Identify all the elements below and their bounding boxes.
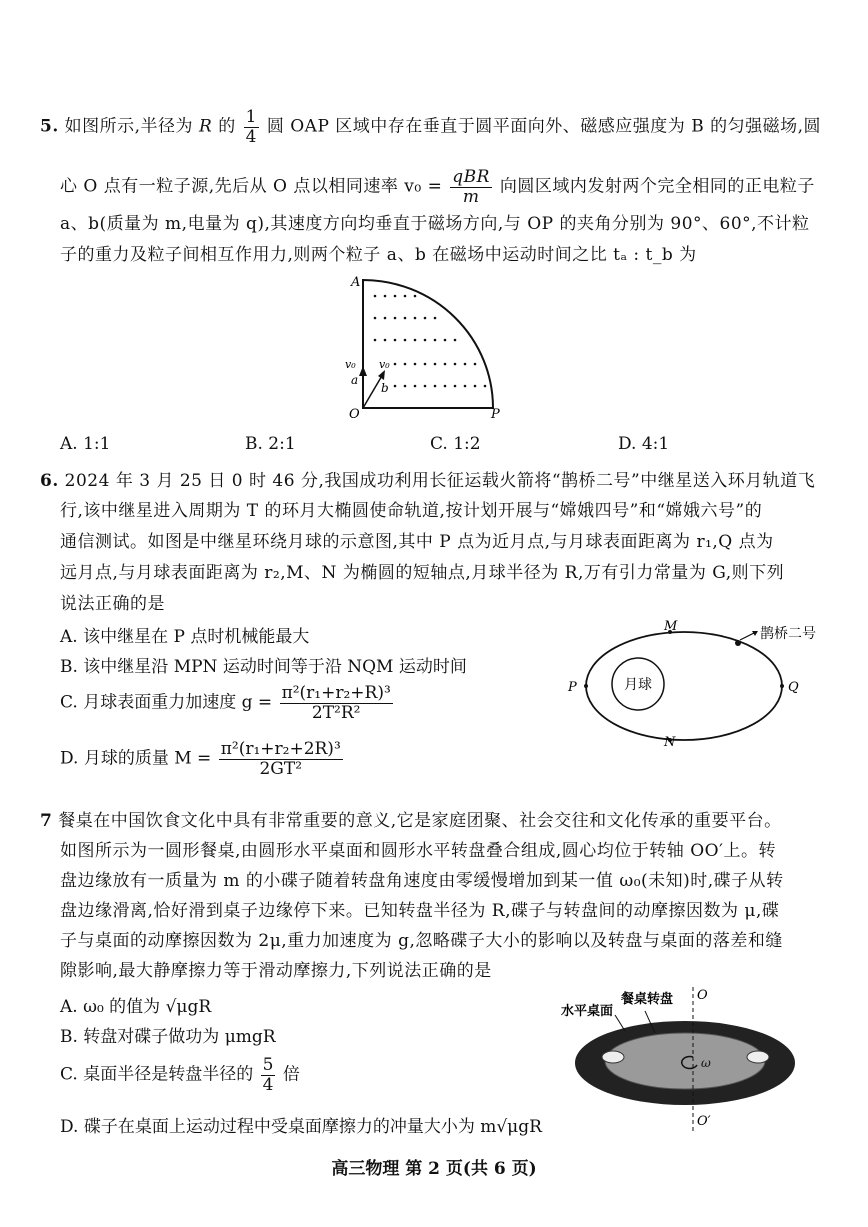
q5-number: 5.: [40, 116, 59, 137]
q7-line1: 7 餐桌在中国饮食文化中具有非常重要的意义,它是家庭团聚、社会交往和文化传承的重要平台。: [40, 811, 782, 831]
q7-line3: 盘边缘放有一质量为 m 的小碟子随着转盘角速度由零缓慢增加到某一值 ω₀(未知)时,碟子从转: [60, 871, 784, 891]
q7-line6: 隙影响,最大静摩擦力等于滑动摩擦力,下列说法正确的是: [60, 961, 492, 981]
q7-label-O-prime: O′: [697, 1114, 711, 1129]
q5-label-A: A: [351, 275, 361, 290]
q5-quarter-fraction: $\frac{1}{4}$: [245, 107, 257, 147]
q5-label-P: P: [491, 407, 500, 420]
q7-option-a[interactable]: A. ω₀ 的值为 √μgR: [60, 997, 212, 1017]
q6-line2: 行,该中继星进入周期为 T 的环月大椭圆使命轨道,按计划开展与“嫦娥四号”和“嫦娥六号”的: [60, 501, 763, 521]
q5-magnetic-field-figure: [335, 270, 515, 420]
q6-line4: 远月点,与月球表面距离为 r₂,M、N 为椭圆的短轴点,月球半径为 R,万有引力常量为 G,则下列: [60, 563, 785, 583]
q6-label-Q: Q: [788, 680, 799, 695]
q6-optc-fraction: $\frac{\text{π²(r₁+r₂+R)³}}{\text{2T²R²}}$: [281, 683, 391, 723]
q7-line2: 如图所示为一圆形餐桌,由圆形水平桌面和圆形水平转盘叠合组成,圆心均位于转轴 OO′上。转: [60, 841, 776, 861]
q6-line3: 通信测试。如图是中继星环绕月球的示意图,其中 P 点为近月点,与月球表面距离为 r₁,Q 点为: [60, 532, 774, 552]
q6-option-d[interactable]: D. 月球的质量 M = $\frac{\text{π²(r₁+r₂+2R)³}}{\text{2GT²}}$: [60, 739, 341, 779]
q6-label-M: M: [664, 619, 678, 634]
q7-omega-label: ω: [701, 1056, 711, 1070]
q5-line3: a、b(质量为 m,电量为 q),其速度方向均垂直于磁场方向,与 OP 的夹角分别为 90°、60°,不计粒: [60, 214, 810, 234]
q5-v0-fraction: $\frac{\text{qBR}}{m}$: [452, 167, 490, 207]
q5-option-d[interactable]: D. 4:1: [618, 434, 670, 454]
q5-option-b[interactable]: B. 2:1: [245, 434, 296, 454]
q5-label-v0: v₀: [345, 358, 356, 371]
q6-moon-label: 月球: [624, 677, 652, 693]
q7-number: 7: [40, 811, 53, 831]
q6-orbit-figure: [560, 618, 850, 748]
q7-table-label: 水平桌面: [561, 1004, 614, 1019]
q5-label-a: a: [351, 373, 359, 387]
q7-line5: 子与桌面的动摩擦因数为 2μ,重力加速度为 g,忽略碟子大小的影响以及转盘与桌面的落差和缝: [60, 931, 783, 951]
q7-optc-fraction: $\frac{5}{4}$: [262, 1055, 274, 1095]
q5-label-O: O: [349, 407, 360, 420]
q6-line5: 说法正确的是: [60, 594, 165, 614]
q7-option-c[interactable]: C. 桌面半径是转盘半径的 $\frac{5}{4}$ 倍: [60, 1055, 300, 1095]
q7-turntable-label: 餐桌转盘: [621, 992, 674, 1007]
q7-label-O: O: [697, 988, 708, 1003]
q5-line1: 5. 如图所示,半径为 R 的 $\frac{1}{4}$ 圆 OAP 区域中存在垂直于圆平面向外、磁感应强度为 B 的匀强磁场,圆: [40, 107, 821, 147]
q6-label-N: N: [664, 735, 676, 748]
q6-satellite-label: 鹊桥二号: [760, 626, 816, 642]
q7-option-b[interactable]: B. 转盘对碟子做功为 μmgR: [60, 1027, 276, 1047]
q5-label-b: b: [381, 381, 389, 395]
q7-option-d[interactable]: D. 碟子在桌面上运动过程中受桌面摩擦力的冲量大小为 m√μgR: [60, 1117, 542, 1137]
q6-option-c[interactable]: C. 月球表面重力加速度 g = $\frac{\text{π²(r₁+r₂+R)³}}{\text{2T²R²}}$: [60, 683, 391, 723]
q6-number: 6.: [40, 471, 59, 491]
q5-line4: 子的重力及粒子间相互作用力,则两个粒子 a、b 在磁场中运动时间之比 tₐ : t_b 为: [60, 245, 697, 265]
q5-label-v: v₀: [379, 358, 390, 371]
page-footer: 高三物理 第 2 页(共 6 页): [331, 1159, 537, 1179]
q5-line2: 心 O 点有一粒子源,先后从 O 点以相同速率 v₀ = $\frac{\text{qBR}}{m}$ 向圆区域内发射两个完全相同的正电粒子: [60, 167, 815, 207]
q7-table-figure: [555, 985, 805, 1135]
q6-line1: 6. 2024 年 3 月 25 日 0 时 46 分,我国成功利用长征运载火箭将“鹊桥二号”中继星送入环月轨道飞: [40, 471, 816, 491]
q7-line4: 盘边缘滑离,恰好滑到桌子边缘停下来。已知转盘半径为 R,碟子与转盘间的动摩擦因数为 μ,碟: [60, 901, 780, 921]
q6-option-b[interactable]: B. 该中继星沿 MPN 运动时间等于沿 NQM 运动时间: [60, 657, 467, 677]
q6-option-a[interactable]: A. 该中继星在 P 点时机械能最大: [60, 627, 310, 647]
q5-option-a[interactable]: A. 1:1: [60, 434, 111, 454]
q6-label-P: P: [568, 680, 577, 695]
q5-option-c[interactable]: C. 1:2: [430, 434, 481, 454]
q6-optd-fraction: $\frac{\text{π²(r₁+r₂+2R)³}}{\text{2GT²}}$: [220, 739, 341, 779]
